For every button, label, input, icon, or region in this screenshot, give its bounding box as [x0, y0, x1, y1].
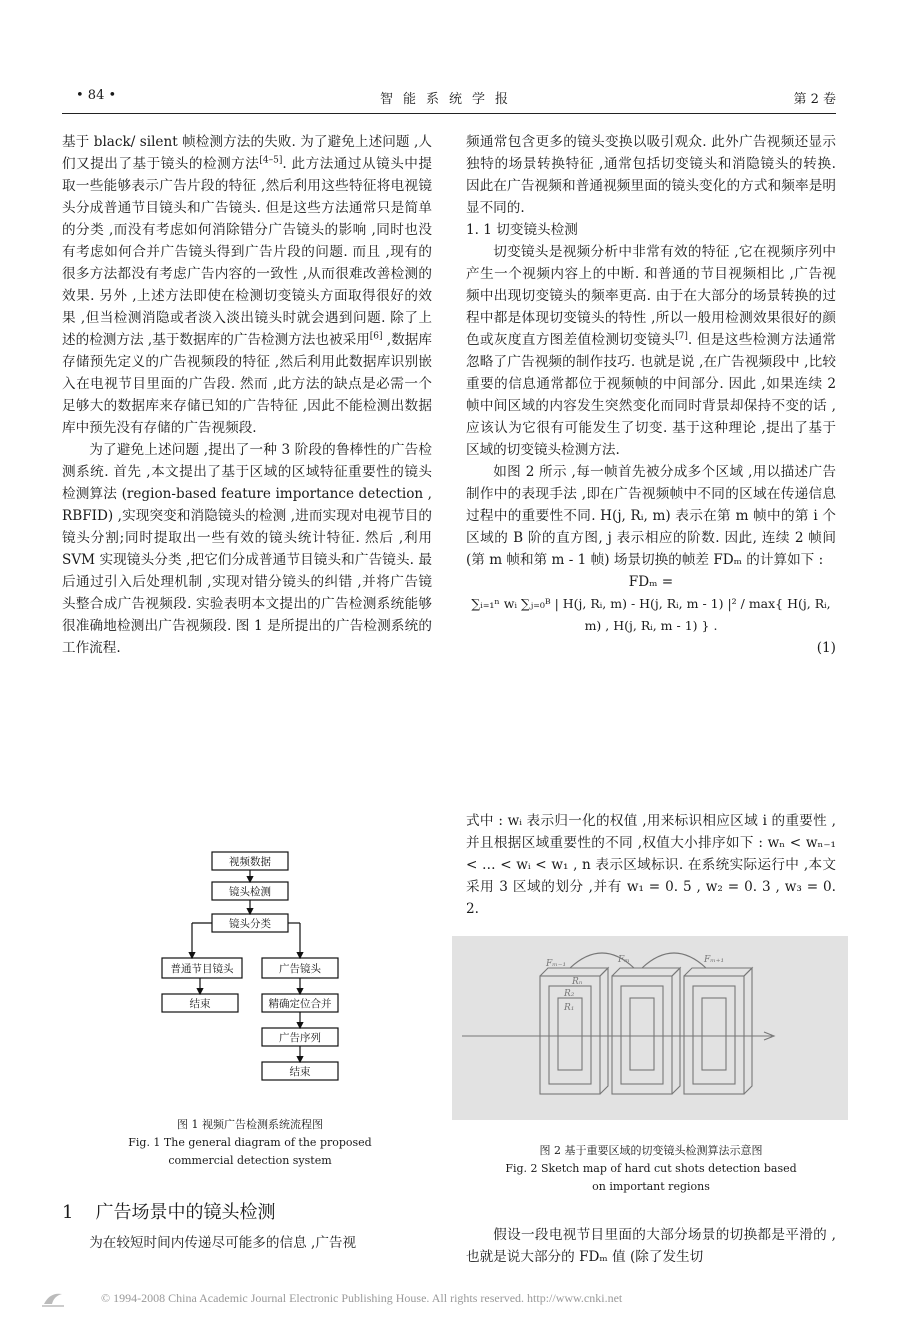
caption-cn: 图 2 基于重要区域的切变镜头检测算法示意图 — [539, 1144, 763, 1157]
frame-label: Fₘ — [618, 955, 630, 965]
paragraph: 假设一段电视节目里面的大部分场景的切换都是平滑的 ,也就是说大部分的 FDₘ 值 (除了发生切 — [466, 1227, 836, 1265]
caption-en: Fig. 2 Sketch map of hard cut shots detection based — [505, 1162, 797, 1175]
region-frames-figure — [452, 936, 848, 1120]
flow-label: 精确定位合并 — [268, 998, 332, 1010]
flow-label: 广告序列 — [279, 1032, 321, 1044]
running-header — [62, 88, 836, 110]
journal-title: 智能系统学报 — [379, 92, 518, 107]
copyright-text[interactable]: © 1994-2008 China Academic Journal Electronic Publishing House. All rights reserved. http://www.cnki.net — [101, 1290, 623, 1305]
paragraph: 频通常包含更多的镜头变换以吸引观众. 此外广告视频还显示独特的场景转换特征 ,通常包括切变镜头和消隐镜头的转换. 因此在广告视频和普通视频里面的镜头变化的方式和频率是明显不同的. — [466, 134, 836, 216]
citation[interactable]: [6] — [369, 331, 383, 342]
flow-label: 镜头分类 — [229, 918, 271, 930]
caption-en: Fig. 1 The general diagram of the proposed — [128, 1136, 372, 1149]
paragraph: 式中 : wᵢ 表示归一化的权值 ,用来标识相应区域 i 的重要性 ,并且根据区域重要性的不同 ,权值大小排序如下 : wₙ < wₙ₋₁ < … < wᵢ < w₁ , n 表示区域标识. 在系统实际运行中 ,本文采用 3 区域的划分 ,并有 w₁ = 0. 5 , w₂ = 0. 3 , w₃ = 0. 2. — [466, 813, 836, 917]
figure2-caption — [466, 1142, 836, 1196]
region-r1 — [702, 998, 726, 1070]
section-number: 1 — [62, 1202, 74, 1223]
frame-label: Fₘ₋₁ — [546, 959, 567, 969]
left-column — [62, 131, 432, 659]
equation-lhs: FDₘ = — [628, 574, 674, 590]
flowchart-figure — [150, 848, 370, 1088]
paragraph: 为了避免上述问题 ,提出了一种 3 阶段的鲁棒性的广告检测系统. 首先 ,本文提出了基于区域的区域特征重要性的镜头检测算法 (region-based feature importance detection , RBFID) ,实现突变和消隐镜头的检测 ,进而实现对电视节目的镜头分割;同时提取出一些有效的镜头统计特征. 然后 ,利用 SVM 实现镜头分类 ,把它们分成普通节目镜头和广告镜头. 最后通过引入后处理机制 ,实现对错分镜头的纠错 ,并将广告镜头整合成广告视频段. 实验表明本文提出的广告检测系统能够很准确地检测出广告视频段. 图 1 是所提出的广告检测系统的工作流程. — [62, 442, 432, 656]
citation[interactable]: [4–5] — [259, 155, 283, 166]
flow-label: 视频数据 — [229, 856, 271, 868]
right-column-mid — [466, 810, 836, 920]
region-r1 — [630, 998, 654, 1070]
flow-label: 广告镜头 — [279, 963, 321, 975]
equation-rhs: ∑ᵢ₌₁ⁿ wᵢ ∑ⱼ₌₀ᴮ | H(j, Rᵢ, m) - H(j, Rᵢ, m - 1) |² / max{ H(j, Rᵢ, m) , H(j, Rᵢ, m - 1) } . — [471, 596, 831, 633]
right-column-bottom — [466, 1224, 836, 1268]
copyright-footer — [40, 1290, 860, 1308]
paragraph: 如图 2 所示 ,每一帧首先被分成多个区域 ,用以描述广告制作中的表现手法 ,即在广告视频帧中不同的区域在传递信息过程中的重要性不同. H(j, Rᵢ, m) 表示在第 m 帧中的第 i 个区域的 B 阶的直方图, j 表示相应的阶数. 因此, 连续 2 帧间 (第 m 帧和第 m - 1 帧) 场景切换的帧差 FDₘ 的计算如下 : — [466, 464, 836, 568]
cnki-logo-icon — [40, 1290, 66, 1308]
flow-label: 结束 — [189, 998, 211, 1010]
left-column-bottom — [62, 1232, 432, 1254]
subsection-heading: 1. 1 切变镜头检测 — [466, 222, 578, 238]
caption-en: commercial detection system — [168, 1154, 332, 1167]
frame-label: Fₘ₊₁ — [704, 955, 725, 965]
header-rule — [62, 113, 836, 114]
flow-label: 镜头检测 — [229, 886, 271, 898]
citation[interactable]: [7] — [675, 331, 688, 342]
paragraph: 基于 black/ silent 帧检测方法的失败. 为了避免上述问题 ,人们又提出了基于镜头的检测方法[4–5]. 此方法通过从镜头中提取一些能够表示广告片段的特征 ,然后利用这些特征将电视镜头分成普通节目镜头和广告镜头. 但是这些方法通常只是简单的分类 ,而没有考虑如何消除错分广告镜头的影响 ,同时也没有考虑如何合并广告镜头得到广告片段的问题. 而且 ,现有的很多方法都没有考虑广告内容的一致性 ,从而很难改善检测的效果. 另外 ,上述方法即使在检测切变镜头方面取得很好的效果 ,但当检测消隐或者淡入淡出镜头时就会遇到问题. 除了上述的检测方法 ,基于数据库的广告检测方法也被采用[6] ,数据库存储预先定义的广告视频段的特征 ,然后利用此数据库识别嵌入在电视节目里面的广告段. 然而 ,此方法的缺点是必需一个足够大的数据库来存储已知的广告特征 ,因此不能检测出数据库中预先没有存储的广告视频段. — [62, 134, 432, 436]
caption-cn: 图 1 视频广告检测系统流程图 — [177, 1118, 323, 1131]
figure1-caption — [70, 1116, 430, 1170]
page-number: • 84 • — [76, 88, 117, 103]
section-heading — [62, 1198, 275, 1224]
region-label: R₂ — [564, 989, 575, 999]
flow-label: 普通节目镜头 — [170, 963, 234, 975]
flow-label: 结束 — [289, 1066, 311, 1078]
caption-en: on important regions — [592, 1180, 710, 1193]
paragraph: 为在较短时间内传递尽可能多的信息 ,广告视 — [89, 1235, 357, 1251]
equation-number: (1) — [816, 640, 836, 656]
volume-label: 第 2 卷 — [793, 92, 836, 107]
region-label: Rₙ — [572, 977, 583, 987]
region-label: R₁ — [564, 1003, 575, 1013]
right-column — [466, 131, 836, 659]
paragraph: 切变镜头是视频分析中非常有效的特征 ,它在视频序列中产生一个视频内容上的中断. 和普通的节目视频相比 ,广告视频中出现切变镜头的频率更高. 由于在大部分的场景转换的过程中都是体现切变镜头的特性 ,所以一般用检测效果很好的颜色或灰度直方图差值检测切变镜头[7]. 但是这些检测方法通常忽略了广告视频的制作技巧. 也就是说 ,在广告视频段中 ,比较重要的信息通常都位于视频帧的中间部分. 因此 ,如果连续 2 帧中间区域的内容发生突然变化而同时背景却保持不变的话 ,应该认为它很有可能发生了切变. 基于这种理论 ,提出了基于区域的切变镜头检测方法. — [466, 244, 836, 458]
section-title: 广告场景中的镜头检测 — [95, 1202, 276, 1223]
